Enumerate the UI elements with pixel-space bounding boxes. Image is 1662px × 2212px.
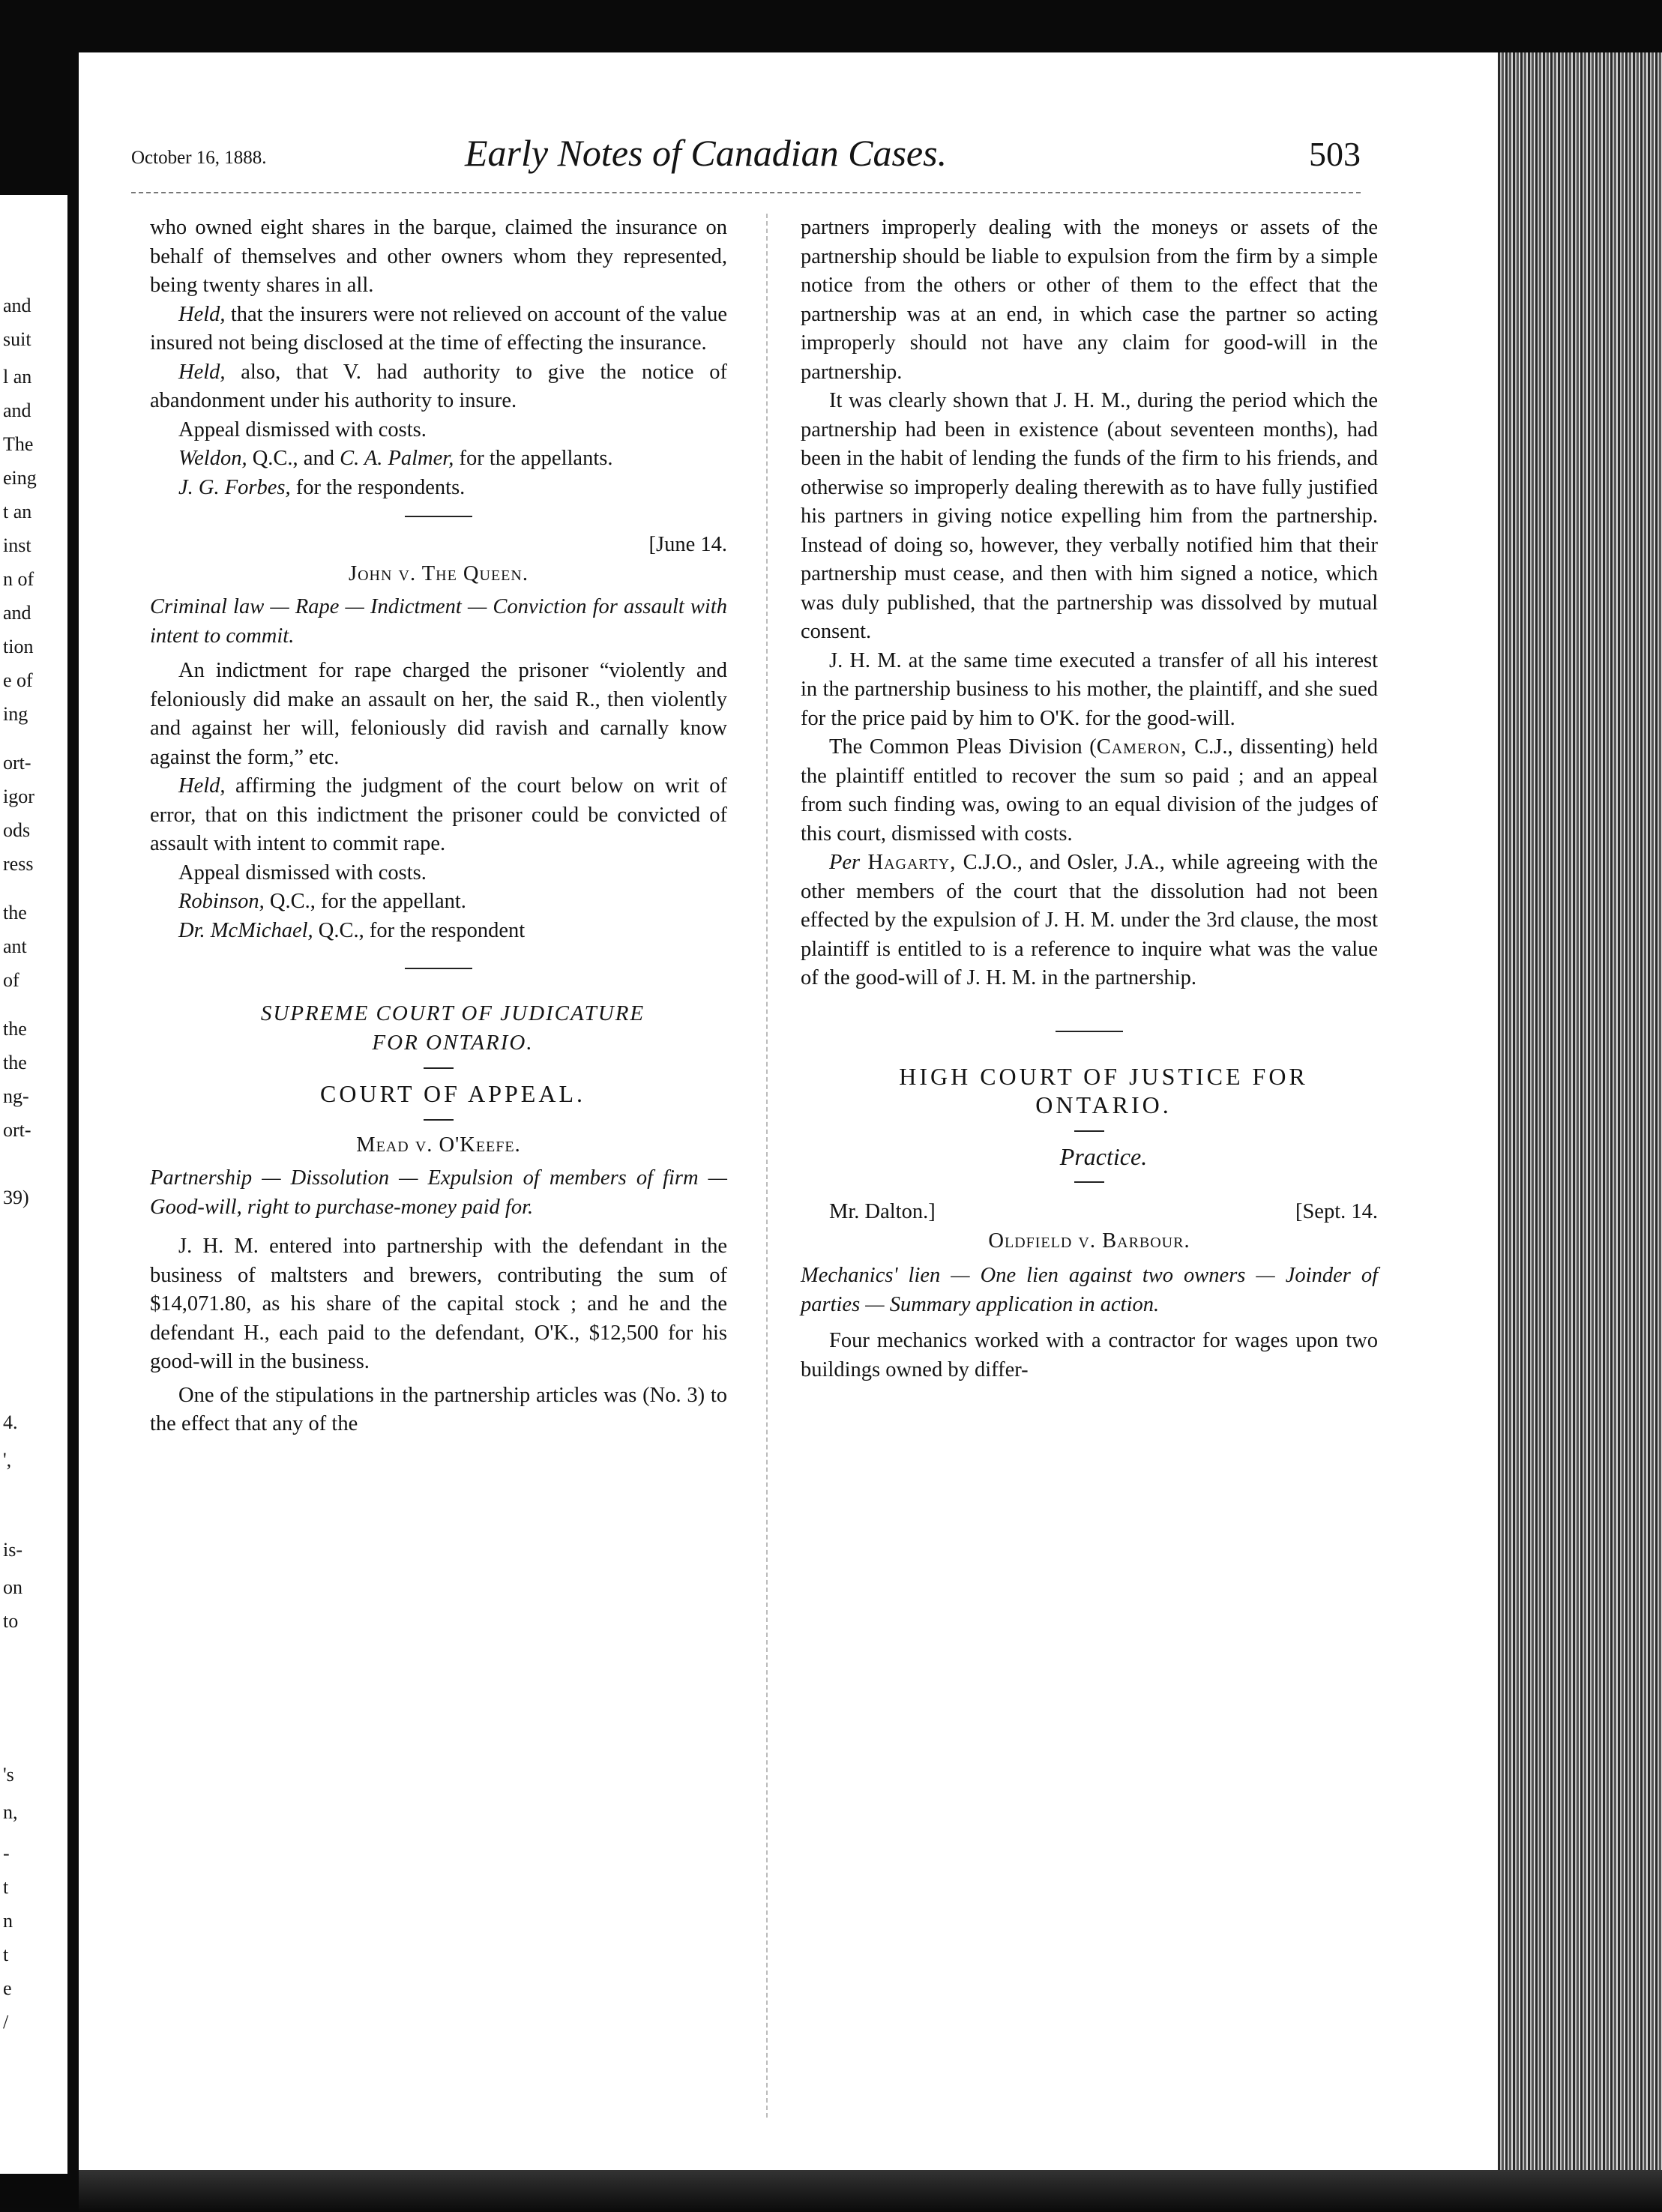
- facing-page-text: of: [3, 969, 19, 991]
- facing-page-text: n of: [3, 568, 34, 590]
- facing-page-text: and: [3, 602, 31, 624]
- facing-page-text: ',: [3, 1449, 12, 1471]
- left-column: [150, 214, 727, 1439]
- section-rule: [1074, 1130, 1104, 1132]
- paragraph: Per Hagarty, C.J.O., and Osler, J.A., while agreeing with the other members of the court that the dissolution had not been effected by the expulsion of J. H. M. under the 3rd clause, the most plaintiff is entitled to is a reference to inquire what was the value of the good-will of J. H. M. in the partnership.: [801, 851, 1378, 989]
- facing-page-text: igor: [3, 786, 34, 807]
- paragraph: Held, affirming the judgment of the court below on writ of error, that on this indictment the prisoner could be convicted of assault with intent to commit rape.: [150, 774, 727, 855]
- facing-page-text: n,: [3, 1801, 18, 1823]
- facing-page-text: ort-: [3, 1119, 31, 1141]
- case-title: John v. The Queen.: [349, 561, 529, 585]
- court-heading-2: ONTARIO.: [1035, 1091, 1172, 1118]
- counsel-line: Weldon, Q.C., and C. A. Palmer, for the appellants.: [178, 447, 613, 470]
- facing-page-text: ort-: [3, 752, 31, 774]
- paragraph: partners improperly dealing with the moneys or assets of the partnership should be liable to expulsion from the firm by a simple notice from the others or other of them to the effect that the partnership was at an end, in which case the partner so acting improperly should not have any claim for good-will in the partnership.: [801, 216, 1378, 384]
- page-number: 503: [1309, 135, 1361, 173]
- facing-page-text: ing: [3, 703, 28, 725]
- facing-page-text: n: [3, 1910, 13, 1932]
- running-header: [131, 131, 1361, 184]
- judge-date-line: [801, 1198, 1378, 1227]
- case-topic: Partnership — Dissolution — Expulsion of members of firm — Good-will, right to purchase-money paid for.: [150, 1166, 727, 1219]
- paragraph: J. H. M. entered into partnership with the defendant in the business of maltsters and brewers, contributing the sum of $14,071.80, as his share of the capital stock ; and he and the defendant H., each paid to the defendant, O'K., $12,500 for his good-will in the business.: [150, 1235, 727, 1373]
- facing-page-text: to: [3, 1610, 19, 1632]
- facing-page-text: e: [3, 1977, 12, 1999]
- header-date: October 16, 1888.: [131, 148, 267, 168]
- case-date: [Sept. 14.: [1295, 1200, 1378, 1223]
- facing-page-text: the: [3, 1018, 27, 1040]
- counsel-line: Robinson, Q.C., for the appellant.: [178, 890, 466, 913]
- facing-page-text: the: [3, 902, 27, 923]
- counsel-line: J. G. Forbes, for the respondents.: [178, 475, 466, 499]
- right-column: [801, 214, 1378, 1384]
- facing-page-text: e of: [3, 669, 33, 691]
- counsel-line: Dr. McMichael, Q.C., for the respondent: [178, 918, 526, 942]
- judge-name: Mr. Dalton.]: [829, 1200, 936, 1223]
- facing-page-text: t an: [3, 501, 32, 522]
- section-rule: [405, 516, 472, 517]
- facing-page-text: eing: [3, 467, 37, 489]
- facing-page-text: ress: [3, 853, 34, 875]
- scan-top-edge: [0, 0, 1662, 52]
- header-title: Early Notes of Canadian Cases.: [465, 132, 948, 174]
- paragraph: J. H. M. at the same time executed a transfer of all his interest in the partnership business to his mother, the plaintiff, and she sued for the price paid by him to O'K. for the good-will.: [801, 648, 1378, 730]
- facing-page-fragment: [0, 195, 67, 2174]
- facing-page-text: on: [3, 1576, 22, 1598]
- facing-page-text: l an: [3, 366, 32, 388]
- book-page-edges: [1498, 52, 1662, 2170]
- facing-page-text: -: [3, 1842, 10, 1864]
- court-heading-2: FOR ONTARIO.: [372, 1030, 534, 1055]
- facing-page-text: ant: [3, 935, 27, 957]
- facing-page-text: inst: [3, 534, 31, 556]
- facing-page-text: t: [3, 1944, 9, 1965]
- case-title: Oldfield v. Barbour.: [988, 1229, 1190, 1253]
- paragraph: One of the stipulations in the partnership articles was (No. 3) to the effect that any of the: [150, 1383, 727, 1435]
- facing-page-text: tion: [3, 636, 34, 657]
- court-heading: SUPREME COURT OF JUDICATURE: [260, 1001, 645, 1025]
- case-date: [June 14.: [648, 533, 727, 556]
- section-rule: [424, 1119, 454, 1121]
- section-rule: [424, 1067, 454, 1069]
- scan-bottom-edge: [79, 2170, 1662, 2212]
- paragraph: Appeal dismissed with costs.: [178, 861, 427, 885]
- facing-page-text: The: [3, 433, 34, 455]
- paragraph: The Common Pleas Division (Cameron, C.J., dissenting) held the plaintiff entitled to recover the sum so paid ; and an appeal from such finding was, owing to an equal division of the judges of this court, dismissed with costs.: [801, 735, 1379, 846]
- paragraph: An indictment for rape charged the prisoner “violently and feloniously did make an assault on her, the said R., then violently and against her will, feloniously did ravish and carnally know against the form,” etc.: [150, 659, 727, 769]
- facing-page-text: suit: [3, 328, 31, 350]
- facing-page-text: ng-: [3, 1085, 29, 1107]
- paragraph: Held, also, that V. had authority to give the notice of abandonment under his authority to insure.: [150, 360, 727, 412]
- facing-page-text: t: [3, 1876, 9, 1898]
- case-title: Mead v. O'Keefe.: [356, 1133, 521, 1157]
- paragraph: It was clearly shown that J. H. M., during the period which the partnership had been in existence (about seventeen months), had been in the habit of lending the funds of the firm to his friends, and otherwise so improperly dealing therewith as to have fully justified his partners in giving notice expelling him from the partnership. Instead of doing so, however, they verbally notified him that their partnership must cease, and then with him signed a notice, which was duly published, that the partnership was dissolved by mutual consent.: [801, 389, 1378, 643]
- paragraph: Appeal dismissed with costs.: [178, 418, 427, 442]
- facing-page-text: /: [3, 2011, 9, 2033]
- case-topic: Criminal law — Rape — Indictment — Conviction for assault with intent to commit.: [150, 595, 727, 648]
- facing-page-text: ods: [3, 819, 31, 841]
- facing-page-text: 4.: [3, 1411, 18, 1433]
- case-topic: Mechanics' lien — One lien against two owners — Joinder of parties — Summary application in action.: [801, 1264, 1378, 1316]
- facing-page-text: and: [3, 400, 31, 421]
- header-rule: [131, 192, 1361, 193]
- section-rule: [1056, 1031, 1123, 1032]
- column-divider: [766, 214, 768, 2118]
- section-rule: [1074, 1181, 1104, 1183]
- court-heading: HIGH COURT OF JUSTICE FOR: [899, 1062, 1308, 1090]
- practice-heading: Practice.: [1059, 1142, 1148, 1170]
- facing-page-text: and: [3, 295, 31, 316]
- facing-page-text: 's: [3, 1764, 14, 1785]
- section-rule: [405, 968, 472, 969]
- paragraph: who owned eight shares in the barque, claimed the insurance on behalf of themselves and other owners whom they represented, being twenty shares in all.: [150, 216, 727, 297]
- paragraph: Held, that the insurers were not relieved on account of the value insured not being disclosed at the time of effecting the insurance.: [150, 302, 727, 355]
- facing-page-text: is-: [3, 1539, 22, 1561]
- facing-page-text: 39): [3, 1187, 29, 1208]
- facing-page-text: the: [3, 1052, 27, 1073]
- paragraph: Four mechanics worked with a contractor for wages upon two buildings owned by differ-: [801, 1329, 1378, 1381]
- court-of-appeal-heading: COURT OF APPEAL.: [320, 1080, 585, 1107]
